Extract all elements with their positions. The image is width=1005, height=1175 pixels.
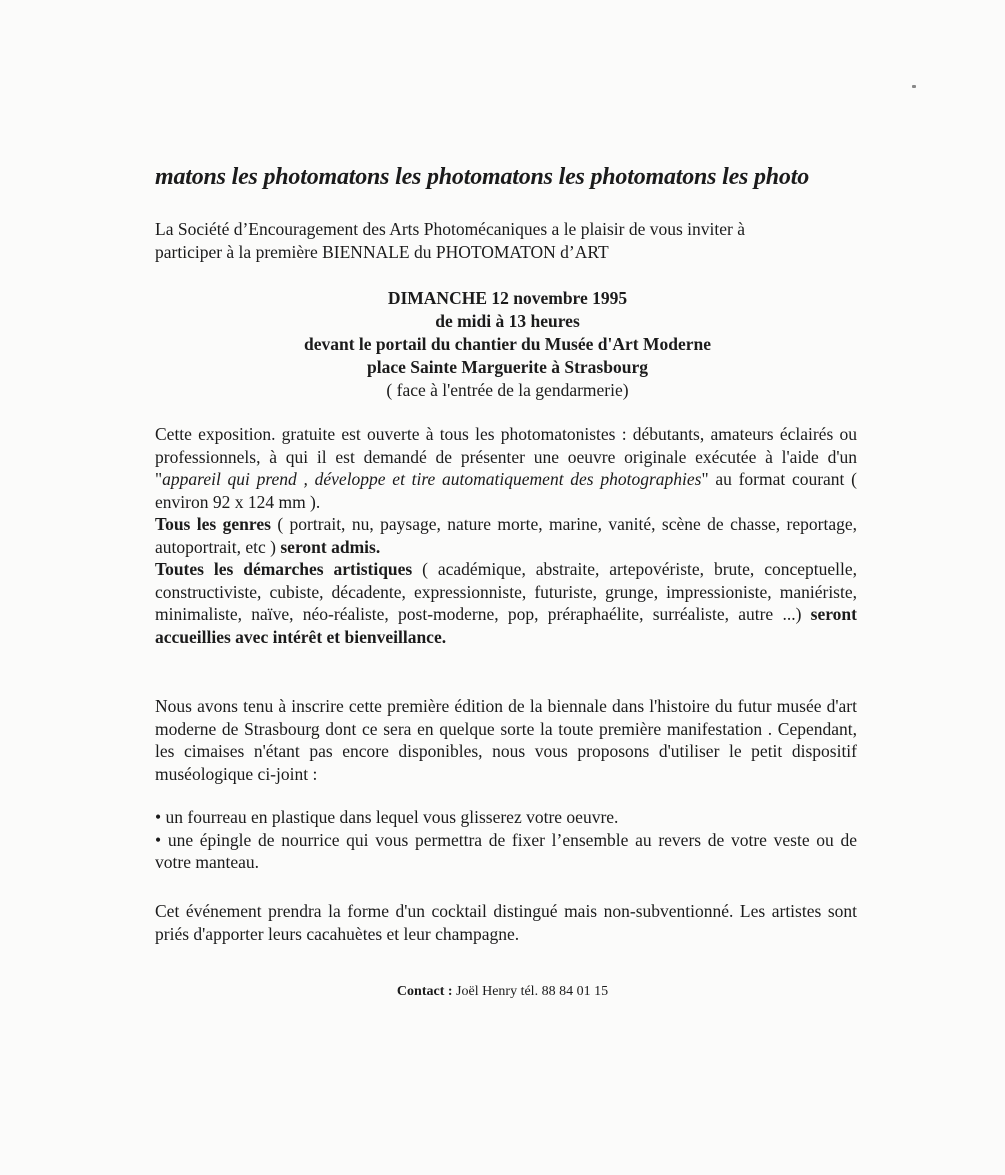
event-details [155,287,860,402]
intro-line-1: La Société d’Encouragement des Arts Photomécaniques a le plaisir de vous inviter à [155,219,745,239]
genres-label: Tous les genres [155,514,271,534]
contact-line [0,984,1005,1000]
event-note: ( face à l'entrée de la gendarmerie) [386,380,629,400]
intro-paragraph [155,218,860,264]
genres-end: seront admis. [280,536,381,557]
banner-title: matons les photomatons les photomatons les photomatons les photo [155,164,809,190]
p1-text-a: Cette exposition. gratuite est ouverte à tous les photomatonistes : débutants, amateurs éclairés ou professionnels, à qui il est demandé de présenter une oeuvre originale exécutée à l'aide d'un " [155,424,857,489]
cocktail-paragraph: Cet événement prendra la forme d'un cocktail distingué mais non-subventionné. Les artistes sont priés d'apporter leurs cacahuètes et leur champagne. [155,901,857,944]
event-time: de midi à 13 heures [435,311,580,331]
contact-text: Joël Henry tél. 88 84 01 15 [452,984,609,999]
contact-label: Contact : [396,984,453,999]
p1-text-b: " au format courant ( environ 92 x 124 mm ). [155,469,857,512]
list-item: • un fourreau en plastique dans lequel vous glisserez votre oeuvre. [155,807,619,827]
museum-paragraph: Nous avons tenu à inscrire cette première édition de la biennale dans l'histoire du futur musée d'art moderne de Strasbourg dont ce sera en quelque sorte la toute première manifestation . Cependant, les cimaises n'étant pas encore disponibles, nous vous proposons d'utiliser le petit dispositif muséologique ci-joint : [155,696,857,784]
paper-speck [912,85,916,88]
event-date: DIMANCHE 12 novembre 1995 [387,288,628,308]
event-place-1: devant le portail du chantier du Musée d'Art Moderne [303,334,712,354]
bullet-list [155,806,857,874]
genres-text: ( portrait, nu, paysage, nature morte, marine, vanité, scène de chasse, reportage, autoportrait, etc ) [155,514,858,557]
event-place-2: place Sainte Marguerite à Strasbourg [367,357,648,377]
demarches-end: seront accueillies avec intérêt et bienveillance. [155,604,857,647]
list-item: • une épingle de nourrice qui vous permettra de fixer l’ensemble au revers de votre veste ou de votre manteau. [155,829,857,872]
exhibition-paragraph [155,423,857,648]
p1-quote: appareil qui prend , développe et tire automatiquement des photographies [162,469,702,489]
intro-line-2: participer à la première BIENNALE du PHOTOMATON d’ART [155,242,609,262]
demarches-text: ( académique, abstraite, artepovériste, brute, conceptuelle, constructiviste, cubiste, décadente, expressionniste, futuriste, grunge, impressioniste, maniériste, minimaliste, naïve, néo-réaliste, post-moderne, pop, préraphaélite, surréaliste, autre ...) [155,559,857,624]
demarches-label: Toutes les démarches artistiques [155,559,413,579]
